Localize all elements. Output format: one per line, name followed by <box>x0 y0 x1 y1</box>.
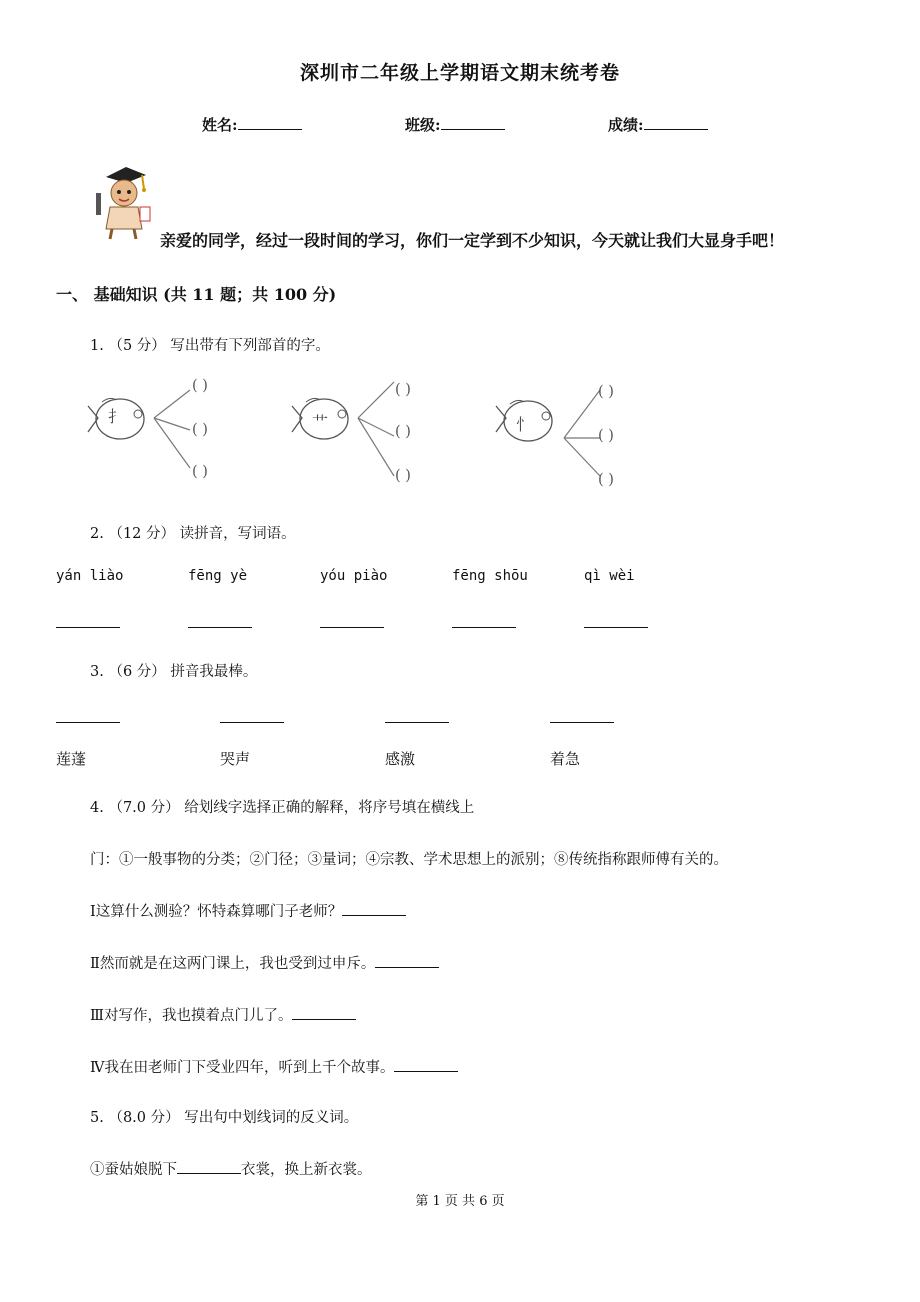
fish-radical-diagram-1 <box>86 376 266 492</box>
pinyin-5: qì wèi <box>584 568 635 584</box>
q4-item-2 <box>90 952 439 973</box>
section-title: 一、 基础知识 (共 11 题；共 100 分) <box>56 285 337 304</box>
pinyin-3: yóu piào <box>320 568 388 584</box>
paren-2c[interactable]: ( ) <box>395 468 411 484</box>
score-blank[interactable] <box>644 115 708 130</box>
answer-blank-q3-1[interactable] <box>56 710 120 723</box>
paren-1c[interactable]: ( ) <box>192 464 208 480</box>
answer-blank-q3-4[interactable] <box>550 710 614 723</box>
intro-text: 亲爱的同学，经过一段时间的学习，你们一定学到不少知识，今天就让我们大显身手吧！ <box>160 231 785 250</box>
answer-blank-q2-5[interactable] <box>584 615 648 628</box>
page-footer: 第 1 页 共 6 页 <box>415 1194 505 1209</box>
question-5-title: 5. （8.0 分） 写出句中划线词的反义词。 <box>90 1110 359 1126</box>
word-2: 哭声 <box>220 750 251 768</box>
class-label: 班级: <box>405 116 441 134</box>
fish-radical-diagram-2 <box>290 376 470 492</box>
q4-item-4-text: Ⅳ我在田老师门下受业四年，听到上千个故事。 <box>90 1060 395 1076</box>
score-field <box>608 114 708 135</box>
q4-item-3-text: Ⅲ对写作，我也摸着点门儿了。 <box>90 1008 293 1024</box>
definition-text: 门：①一般事物的分类；②门径；③量词；④宗教、学术思想上的派别；⑧传统指称跟师傅有关的。 <box>90 852 728 868</box>
pinyin-4: fēng shōu <box>452 568 528 584</box>
question-3-title: 3. （6 分） 拼音我最棒。 <box>90 664 258 680</box>
answer-blank-q4-3[interactable] <box>292 1007 356 1020</box>
paren-2b[interactable]: ( ) <box>395 424 411 440</box>
paren-3c[interactable]: ( ) <box>598 472 614 488</box>
page-title: 深圳市二年级上学期语文期末统考卷 <box>299 62 620 84</box>
class-field <box>405 114 505 135</box>
answer-blank-q5-1[interactable] <box>177 1161 241 1174</box>
radical-3: 忄 <box>516 415 533 434</box>
answer-blank-q4-2[interactable] <box>375 955 439 968</box>
radical-1: 扌 <box>108 407 125 426</box>
name-field <box>202 114 302 135</box>
score-label: 成绩: <box>608 116 644 134</box>
radical-2: 艹 <box>312 413 329 432</box>
q4-item-2-text: Ⅱ然而就是在这两门课上，我也受到过申斥。 <box>90 956 376 972</box>
word-1: 莲蓬 <box>56 750 87 768</box>
paren-1a[interactable]: ( ) <box>192 378 208 394</box>
q5-item-1-before: ①蚕姑娘脱下 <box>90 1162 177 1178</box>
answer-blank-q3-3[interactable] <box>385 710 449 723</box>
mascot-doctor-hat-icon <box>86 163 156 243</box>
answer-blank-q4-4[interactable] <box>394 1059 458 1072</box>
name-label: 姓名: <box>202 116 238 134</box>
answer-blank-q3-2[interactable] <box>220 710 284 723</box>
pinyin-1: yán liào <box>56 568 124 584</box>
q5-item-1-after: 衣裳，换上新衣裳。 <box>241 1162 372 1178</box>
answer-blank-q2-2[interactable] <box>188 615 252 628</box>
question-4-title: 4. （7.0 分） 给划线字选择正确的解释，将序号填在横线上 <box>90 800 475 816</box>
class-blank[interactable] <box>441 115 505 130</box>
word-3: 感激 <box>385 750 416 768</box>
paren-3a[interactable]: ( ) <box>598 384 614 400</box>
answer-blank-q2-3[interactable] <box>320 615 384 628</box>
pinyin-2: fēng yè <box>188 568 248 584</box>
paren-1b[interactable]: ( ) <box>192 422 208 438</box>
paren-2a[interactable]: ( ) <box>395 382 411 398</box>
word-4: 着急 <box>550 750 581 768</box>
paren-3b[interactable]: ( ) <box>598 428 614 444</box>
q5-item-1 <box>90 1158 372 1179</box>
answer-blank-q2-1[interactable] <box>56 615 120 628</box>
q4-item-1 <box>90 900 406 921</box>
q4-item-3 <box>90 1004 356 1025</box>
question-1-title: 1. （5 分） 写出带有下列部首的字。 <box>90 338 330 354</box>
answer-blank-q2-4[interactable] <box>452 615 516 628</box>
answer-blank-q4-1[interactable] <box>342 903 406 916</box>
q4-item-4 <box>90 1056 458 1077</box>
q4-item-1-text: Ⅰ这算什么测验？怀特森算哪门子老师？ <box>90 904 343 920</box>
name-blank[interactable] <box>238 115 302 130</box>
question-2-title: 2. （12 分） 读拼音，写词语。 <box>90 526 296 542</box>
